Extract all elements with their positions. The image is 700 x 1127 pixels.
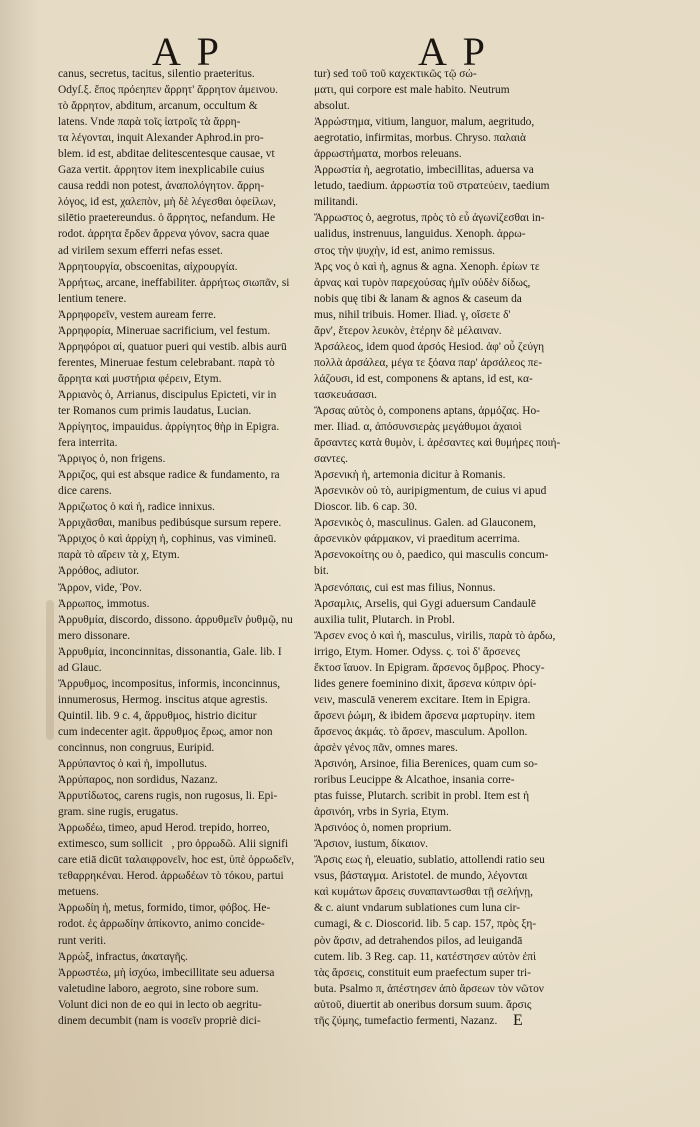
text-line: τὰς ἄρσεις, constituit eum praefectum super tri- (314, 966, 531, 979)
text-line: Ἀρρυτίδωτος, carens rugis, non rugosus, li. Epi- (58, 790, 278, 803)
running-head-left: A P (152, 29, 223, 74)
text-line: Ἄρσις εως ἡ, eleuatio, sublatio, attollendi ratio seu (314, 854, 545, 867)
text-line: Ἄρσιον, iustum, δίκαιον. (314, 838, 428, 851)
text-line: runt veriti. (58, 934, 107, 947)
text-line: valetudine laboro, aegroto, sine robore sum. (58, 982, 259, 995)
text-line: Ἀρσενικὴ ἡ, artemonia dicitur à Romanis. (314, 469, 506, 482)
text-line: cum indecenter agit. ἄρρυθμος ἔρως, amor non (58, 725, 273, 738)
text-line: concinnus, non congruus, Euripid. (58, 741, 215, 754)
text-line: Ἀρρηφορεῖν, vestem auream ferre. (58, 308, 217, 321)
text-line: Ἀρρώστημα, vitium, languor, malum, aegritudo, (314, 116, 535, 129)
text-line: Ἄρσας αὐτὸς ὁ, componens aptans, ἀρμόζας. Ho- (314, 404, 540, 417)
text-line: τὸ ἄρρητον, abditum, arcanum, occultum & (58, 100, 258, 113)
text-line: αὐτοῦ, diuertit ab oneribus dorsum suum. ἄρσις (314, 998, 532, 1011)
text-line: mero dissonare. (58, 629, 131, 642)
page-stain (46, 600, 54, 740)
text-line: ptas fuisse, Plutarch. scribit in probl. Item est ἡ (314, 790, 530, 803)
text-line: vsus, βάσταγμα. Aristotel. de mundo, λέγονται (314, 870, 528, 883)
text-line: ferentes, Mineruae festum celebrabant. παρὰ τὸ (58, 356, 275, 369)
text-line: πολλὰ ἀρσάλεα, μέγα τε ξόανα παρ' ἀρσάλεος πε- (314, 356, 543, 369)
text-line: ἀρρωστήματα, morbos releuans. (314, 148, 462, 161)
text-line: Ἀρρίγητος, impauidus. ἀρρίγητος θὴρ in Epigra. (58, 421, 280, 434)
text-line: νειν, masculā venerem excitare. Item in Epigra. (314, 693, 531, 706)
text-line: ἄρσενι ῥώμη, & ibidem ἄρσενα μαρτυρίην. item (314, 709, 536, 722)
text-line: Ἀρρυθμία, discordo, dissono. ἀρρυθμεῖν ῥυθμῷ, nu (58, 613, 293, 626)
text-line: dice carens. (58, 485, 112, 498)
text-line: dinem decumbit (nam is νοσεῖν propriè dici- (58, 1014, 261, 1027)
text-line: Ἀρρόθος, adiutor. (58, 565, 140, 578)
text-line: nobis quę tibi & lanam & agnos & caseum da (314, 292, 522, 305)
text-line: innumerosus, Hermog. inscitus atque agrestis. (58, 693, 268, 706)
text-line: Ἀρσενόπαις, cui est mas filius, Nonnus. (314, 581, 496, 594)
text-line: gram. sine rugis, erugatus. (58, 806, 179, 819)
text-line: latens. Vnde παρὰ τοῖς ἰατροῖς τὰ ἄρρη- (58, 116, 241, 129)
text-line: λόγος, id est, χαλεπὸν, μὴ δὲ λέγεσθαι ὀφείλων, (58, 196, 277, 209)
text-line: Ἀρριζωτος ὁ καὶ ἡ, radice innixus. (58, 501, 215, 514)
text-line: Ἀρρωδέω, timeo, apud Herod. trepido, horreo, (58, 822, 270, 835)
text-line: τῆς ζύμης, tumefactio fermenti, Nazanz. (314, 1014, 498, 1027)
text-line: Ἀρσενικὸς ὁ, masculinus. Galen. ad Glauconem, (314, 517, 537, 530)
text-line: ad virilem sexum efferri nefas esset. (58, 244, 223, 257)
text-line: Ἀρριχᾶσθαι, manibus pedibúsque sursum repere. (58, 517, 282, 530)
text-line: Ἀρσινόος ὁ, nomen proprium. (314, 822, 452, 835)
text-line: cutem. lib. 3 Reg. cap. 11, κατέστησεν αὐτὸν ἐπὶ (314, 950, 537, 963)
text-line: letudo, taedium. ἀρρωστία τοῦ στρατεύειν, taedium (314, 180, 550, 193)
text-line: irrigo, Etym. Homer. Odyss. ς. τοὶ δ' ἄρσενες (314, 645, 520, 658)
text-line: Ἄρρωστος ὁ, aegrotus, πρὸς τὸ εὖ ἀγωνίζεσθαι in- (314, 212, 545, 225)
text-line: λάζουσι, id est, componens & aptans, id est, κα- (314, 372, 533, 385)
text-line: Volunt dici non de eo qui in lecto ob aegritu- (58, 998, 262, 1011)
text-line: mus, nihil tribuis. Homer. Iliad. γ, οἴσετε δ' (314, 308, 511, 321)
text-line: buta. Psalmo π, ἀπέστησεν ἀπὸ ἄρσεων τὸν νῶτον (314, 982, 544, 995)
text-line: care etiā dicūt ταλαιφρονεῖν, hoc est, ὑπὲ ὀρρωδεῖν, (58, 854, 295, 867)
text-line: silētio praetereundus. ὁ ἄρρητος, nefandum. He (58, 212, 276, 225)
text-line: ματι, qui corpore est male habito. Neutrum (314, 84, 510, 97)
text-line: ter Romanos cum primis laudatus, Lucian. (58, 404, 252, 417)
text-line: lides genere foeminino dixit, ἄρσενα κύπριν ὀρί- (314, 677, 537, 690)
text-line: extimesco, sum sollicit᷑, pro ὀρρωδῶ. Alii signifi (58, 838, 289, 851)
signature-mark: E (513, 1012, 523, 1029)
text-line: Ἀρρηφόροι αἱ, quatuor pueri qui vestib. albis aurū (58, 340, 287, 353)
text-line: Ἄρσεν ενος ὁ καὶ ἡ, masculus, virilis, παρὰ τὸ ἀρδω, (314, 629, 556, 642)
text-line: ἔκτοσ ἴαυον. In Epigram. ἄρσενος ὄμβρος. Phocy- (314, 661, 545, 674)
text-line: ἄρσενος ἀκμάς. τὸ ἄρσεν, masculum. Apollon. (314, 725, 528, 738)
text-line: Ἄρρυθμος, incompositus, informis, inconcinnus, (58, 677, 281, 690)
text-line: παρὰ τὸ αἴρειν τὰ χ, Etym. (58, 549, 180, 562)
text-line: Ἀρρήτως, arcane, ineffabiliter. ἀρρήτως σιωπᾶν, si (58, 276, 290, 289)
text-line: fera interrita. (58, 437, 118, 450)
text-line: absolut. (314, 100, 350, 113)
text-line: Ἀρσενικὸν οὐ τὸ, auripigmentum, de cuius vi apud (314, 485, 547, 498)
text-line: & c. aiunt vndarum sublationes cum luna cir- (314, 902, 521, 915)
text-line: militandi. (314, 196, 358, 209)
text-line: Ἀρς νος ὁ καὶ ἡ, agnus & agna. Xenoph. ἐρίων τε (314, 260, 540, 273)
text-line: aegrotatio, infirmitas, morbus. Chryso. παλαιὰ (314, 132, 526, 145)
text-line: ἀρσὲν γένος πᾶν, omnes mares. (314, 741, 458, 754)
text-line: ἄρρητα καὶ μυστήρια φέρειν, Etym. (58, 372, 222, 385)
text-line: ἀρσινόη, vrbs in Syria, Etym. (314, 806, 449, 819)
text-line: Ἀρρωστέω, μὴ ἰσχύω, imbecillitate seu aduersa (58, 966, 275, 979)
text-line: causa reddi non potest, ἀναπολόγητον. ἄρρη- (58, 180, 265, 193)
left-column (58, 66, 310, 1029)
text-line: Ἀρσενοκοίτης ου ὁ, paedico, qui masculis concum- (314, 549, 549, 562)
text-line: tur) sed τοῦ τοῦ καχεκτικῶς τῷ σώ- (314, 68, 477, 80)
text-line: bit. (314, 565, 329, 578)
text-line: ἀρσενικὸν φάρμακον, vi praeditum acerrima. (314, 533, 520, 546)
running-head-right: A P (418, 29, 489, 74)
text-line: ἀρνας καὶ τυρὸν παρεχούσας ἡμῖν οὐδὲν δίδως, (314, 276, 531, 289)
text-line: Ἄρρον, vide, Ῥον. (58, 581, 142, 594)
text-line: Ἀρρωστία ἡ, aegrotatio, imbecillitas, aduersa va (314, 164, 534, 177)
text-line: Ἀρρυθμία, inconcinnitas, dissonantia, Gale. lib. I (58, 645, 282, 658)
text-line: cumagi, & c. Dioscorid. lib. 5 cap. 157, πρὸς ξη- (314, 918, 537, 931)
text-line: ualidus, instrenuus, languidus. Xenoph. ἀρρω- (314, 228, 526, 241)
text-line: στος τὴν ψυχὴν, id est, animo remissus. (314, 244, 496, 257)
text-line: ἄρν', ἕτερον λευκὸν, ἑτέρην δὲ μέλαιναν. (314, 324, 502, 337)
text-line: Ἀρρύπαντος ὁ καὶ ἡ, impollutus. (58, 758, 208, 771)
text-line: rodot. ἐς ἀρρωδίην ἀπίκοντο, animo concide- (58, 918, 265, 931)
text-line: σαντες. (314, 453, 348, 466)
text-line: ad Glauc. (58, 661, 102, 674)
text-line: τα λέγονται, inquit Alexander Aphrod.in pro- (58, 132, 264, 145)
right-column (314, 66, 576, 1029)
text-line: τασκευάσασι. (314, 388, 377, 401)
text-line: Ἄρριγος ὁ, non frigens. (58, 453, 166, 466)
text-line: Ἀρρύπαρος, non sordidus, Nazanz. (58, 774, 218, 787)
text-line: Ἀρσάλεος, idem quod ἀρσός Hesiod. ἀφ' οὗ ζεύγη (314, 340, 545, 353)
text-line: mer. Iliad. α, ἀπόσυνσιερὰς μεγάθυμοι ἀχαιοὶ (314, 421, 522, 434)
text-line: lentium tenere. (58, 292, 127, 305)
text-line: Dioscor. lib. 6 cap. 30. (314, 501, 418, 514)
text-line: Ἀρρηφορία, Mineruae sacrificium, vel festum. (58, 324, 271, 337)
text-line: ἄρσαντες κατὰ θυμὸν, ἰ. ἀρέσαντες καὶ θυμήρες ποιή- (314, 437, 561, 450)
text-line: Ἀρρητουργία, obscoenitas, αἰχρουργία. (58, 260, 238, 273)
text-line: Ἀρρώξ, infractus, ἀκαταγῆς. (58, 950, 188, 963)
text-line: rodot. ἀρρητα ἔρδεν ἄρρενα γόνον, sacra quae (58, 228, 270, 241)
text-line: Ἀρρωπος, immotus. (58, 597, 150, 610)
text-line: Odyſ.ξ. ἔπος πρόεηπεν ἄρρητ' ἄρρητον ἀμεινου. (58, 84, 278, 97)
text-line: Ἄρριχος ὁ καὶ ἀρρίχη ἡ, cophinus, vas vimineū. (58, 533, 277, 546)
text-line: auxilia tulit, Plutarch. in Probl. (314, 613, 455, 626)
text-line: Quintil. lib. 9 c. 4, ἄρρυθμος, histrio dicitur (58, 709, 257, 722)
text-line: Ἀρριζος, qui est absque radice & fundamento, ra (58, 469, 280, 482)
text-line: ρὸν ἄρσιν, ad detrahendos pilos, ad leuigandā (314, 934, 523, 947)
text-line: Ἀρριανὸς ὁ, Arrianus, discipulus Epicteti, vir in (58, 388, 277, 401)
text-line: καὶ κυμάτων ἄρσεις συναπαντωσθαι τῇ σελήνῃ, (314, 886, 534, 899)
text-line: Ἀρρωδίη ἡ, metus, formido, timor, φόβος. He- (58, 902, 271, 915)
text-line: Ἀρσινόη, Arsinoe, filia Berenices, quam cum so- (314, 758, 538, 771)
text-line: canus, secretus, tacitus, silentio praeteritus. (58, 68, 255, 80)
text-line: metuens. (58, 886, 99, 899)
text-line: roribus Leucippe & Alcathoe, insania corre- (314, 774, 515, 787)
text-line: blem. id est, abditae delitescentesque causae, vt (58, 148, 275, 161)
text-line: τεθαρρηκέναι. Herod. ἀρρωδέων τὸ τόκου, partui (58, 870, 284, 883)
text-line: Gaza vertit. ἀρρητον item inexplicabile cuius (58, 164, 265, 177)
text-line: Ἀρσαμλις, Arselis, qui Gygi aduersum Candaulē (314, 597, 536, 610)
